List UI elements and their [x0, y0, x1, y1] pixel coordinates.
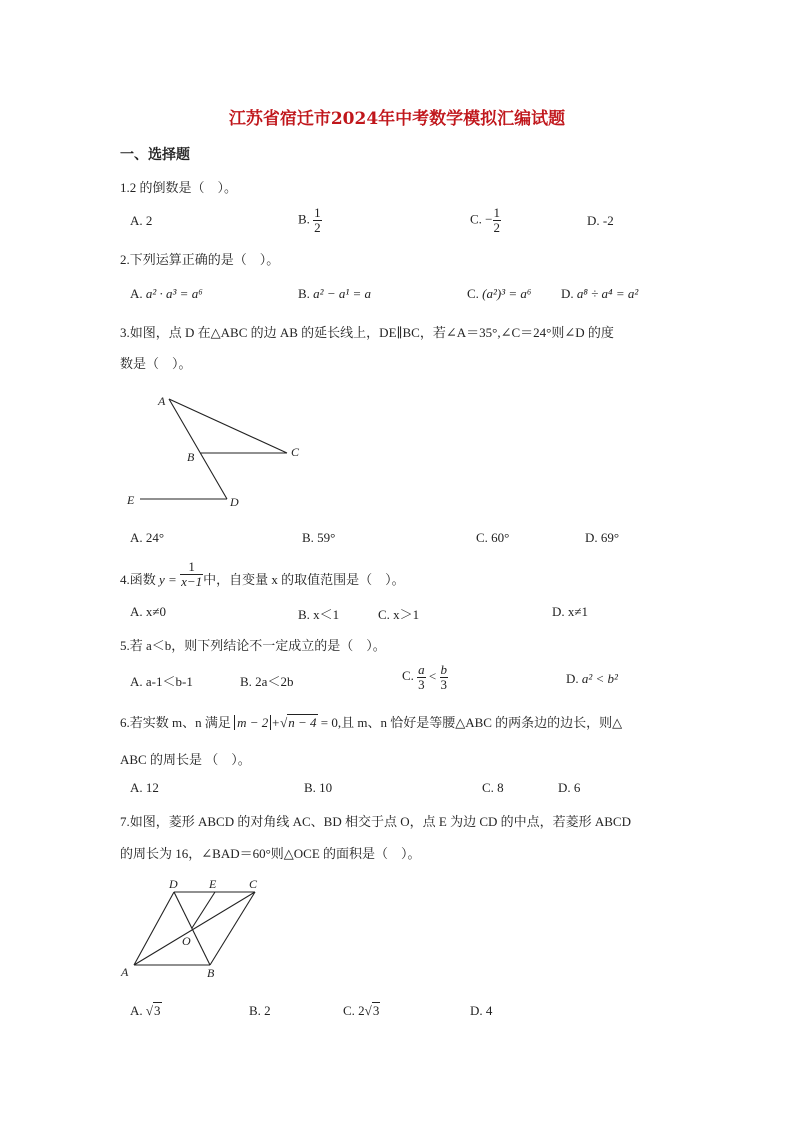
- q2-option-c-expr: (a²)³ = a⁶: [482, 286, 532, 301]
- q4-option-a: A. x≠0: [130, 604, 167, 619]
- question-3-stem-line2: 数是（ ）。: [120, 356, 192, 371]
- q2-option-b: B. a² − a¹ = a: [298, 286, 372, 301]
- q6-option-d: D. 6: [558, 780, 581, 795]
- q7-side-bc: [210, 892, 255, 965]
- section-heading: 一、选择题: [120, 148, 190, 163]
- q2-option-b-expr: a² − a¹ = a: [313, 286, 372, 301]
- q5-option-d-expr: a² < b²: [581, 671, 618, 686]
- question-6-stem-line1: 6.若实数 m、n 满足 m − 2 +√n − 4 = 0,且 m、n 恰好是等腰△ABC 的两条边的边长，则△: [120, 715, 623, 730]
- question-5-stem: 5.若 a＜b，则下列结论不一定成立的是（ ）。: [120, 638, 386, 653]
- question-3-stem-line1: 3.如图，点 D 在△ABC 的边 AB 的延长线上，DE∥BC，若∠A＝35°,∠C＝24°则∠D 的度: [120, 325, 614, 340]
- q4-function-lhs: y =: [159, 572, 177, 588]
- question-1-stem: 1.2 的倒数是（ ）。: [120, 180, 238, 195]
- q7-option-a: A. √3: [130, 1003, 161, 1018]
- q3-option-c: C. 60°: [476, 530, 510, 545]
- q1-option-b-fraction: $\frac{1}{2}$: [314, 205, 321, 235]
- q7-diagonal-ac: [134, 892, 255, 965]
- q2-option-d: D. a⁸ ÷ a⁴ = a²: [561, 286, 639, 301]
- q3-label-b: B: [187, 450, 195, 464]
- q3-label-a: A: [158, 394, 166, 408]
- q5-option-a: A. a-1＜b-1: [130, 674, 193, 689]
- question-7-stem-line2: 的周长为 16，∠BAD＝60°则△OCE 的面积是（ ）。: [120, 846, 421, 861]
- q1-option-a: A. 2: [130, 213, 153, 228]
- question-6-stem-line2: ABC 的周长是 （ ）。: [120, 752, 251, 767]
- q7-label-b: B: [207, 966, 215, 980]
- q1-option-c-fraction: $\frac{1}{2}$: [493, 205, 501, 235]
- question-2-stem: 2.下列运算正确的是（ ）。: [120, 252, 280, 267]
- q3-triangle-figure: [120, 388, 300, 513]
- q3-option-b: B. 59°: [302, 530, 336, 545]
- q7-label-e: E: [209, 877, 217, 891]
- q6-option-a: A. 12: [130, 780, 159, 795]
- q7-label-a: A: [121, 965, 129, 979]
- q5-option-c: C. $\frac{a}{3}$ < $\frac{b}{3}$: [402, 662, 448, 692]
- q6-option-b: B. 10: [304, 780, 333, 795]
- q7-option-d: D. 4: [470, 1003, 493, 1018]
- q7-rhombus-figure: [118, 872, 268, 982]
- q3-option-d: D. 69°: [585, 530, 620, 545]
- q5-option-b: B. 2a＜2b: [240, 674, 294, 689]
- q3-segment-ad: [169, 399, 227, 499]
- q7-label-c: C: [249, 877, 258, 891]
- q4-option-d: D. x≠1: [552, 604, 589, 619]
- q1-option-c: [470, 206, 501, 235]
- q2-option-a-expr: a² · a³ = a⁶: [145, 286, 203, 301]
- q7-option-b: B. 2: [249, 1003, 271, 1018]
- q7-label-d: D: [169, 877, 178, 891]
- q1-option-d: D. -2: [587, 213, 614, 228]
- q1-option-b: [298, 206, 322, 235]
- q3-label-c: C: [291, 445, 300, 459]
- q5-option-c-fraction-b: $\frac{b}{3}$: [440, 662, 448, 692]
- q6-equation: m − 2 +√n − 4 = 0: [234, 715, 338, 730]
- q3-label-e: E: [127, 493, 135, 507]
- q7-label-o: O: [182, 934, 191, 948]
- q4-option-c: C. x＞1: [378, 607, 420, 622]
- question-7-stem-line1: 7.如图，菱形 ABCD 的对角线 AC、BD 相交于点 O，点 E 为边 CD 的中点，若菱形 ABCD: [120, 814, 631, 829]
- q3-label-d: D: [230, 495, 239, 509]
- q5-option-d: D. a² < b²: [566, 671, 618, 686]
- q7-option-c: C. 2√3: [343, 1003, 380, 1018]
- q4-option-b: B. x＜1: [298, 607, 340, 622]
- q3-segment-ac: [169, 399, 287, 453]
- q7-diagonal-bd: [174, 892, 210, 965]
- q7-side-da: [134, 892, 174, 965]
- document-title: 江苏省宿迁市2024年中考数学模拟汇编试题: [228, 109, 566, 129]
- q6-option-c: C. 8: [482, 780, 504, 795]
- q3-option-a: A. 24°: [130, 530, 165, 545]
- q1-option-c-label: C. −: [470, 211, 493, 227]
- q4-function-fraction: $\frac{1}{x-1}$: [181, 559, 203, 589]
- q2-option-a: A. a² · a³ = a⁶: [130, 286, 203, 301]
- q5-option-c-fraction-a: $\frac{a}{3}$: [418, 662, 425, 692]
- question-4-stem: 4.函数 y = $\frac{1}{x-1}$ 中，自变量 x 的取值范围是（ ）。: [120, 559, 405, 589]
- q1-option-b-label: B.: [298, 211, 314, 227]
- q2-option-d-expr: a⁸ ÷ a⁴ = a²: [576, 286, 639, 301]
- q2-option-c: C. (a²)³ = a⁶: [467, 286, 532, 301]
